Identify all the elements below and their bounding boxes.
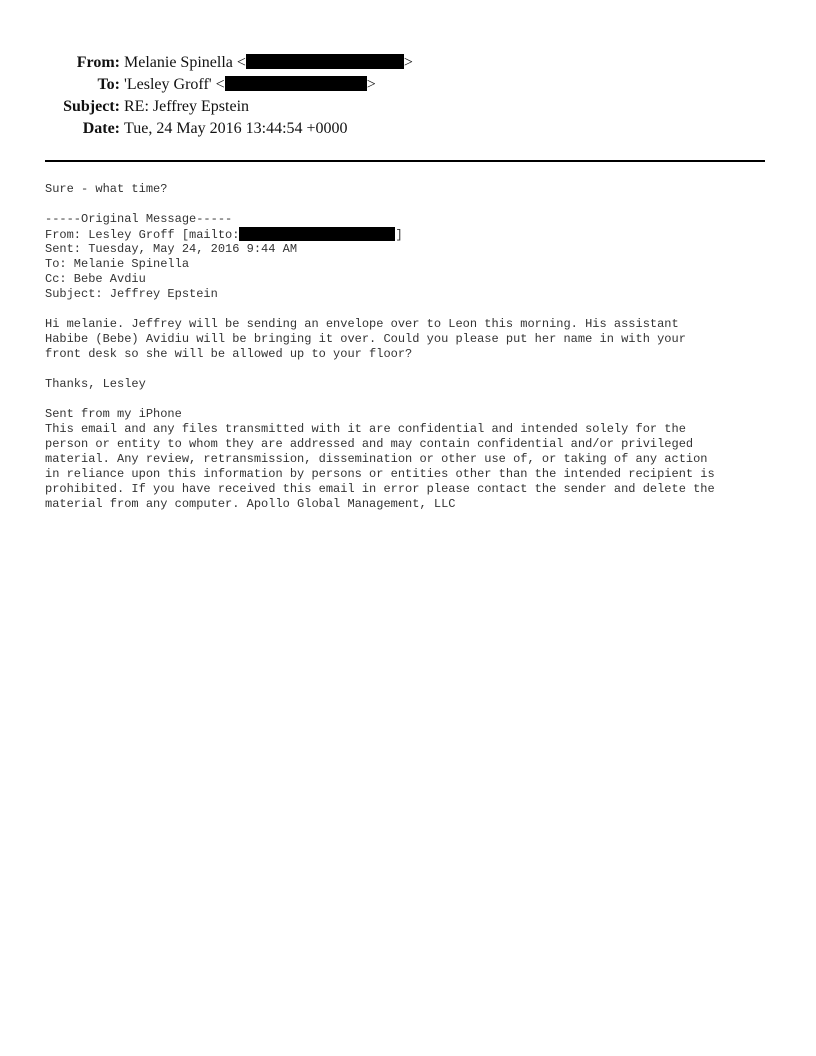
redaction-box	[225, 76, 367, 91]
message-line: front desk so she will be allowed up to your floor?	[45, 347, 413, 361]
original-cc-line: Cc: Bebe Avdiu	[45, 272, 146, 286]
subject-label: Subject:	[63, 98, 120, 115]
header-divider	[45, 160, 765, 162]
header-date-row	[0, 118, 816, 140]
date-label: Date:	[82, 120, 120, 137]
spacer	[45, 302, 775, 317]
header-from-row	[0, 52, 816, 74]
disclaimer-line: in reliance upon this information by persons or entities other than the intended recipient is	[45, 467, 715, 481]
redaction-box	[246, 54, 404, 69]
to-value	[124, 74, 376, 96]
email-header	[0, 52, 816, 140]
signoff: Thanks, Lesley	[45, 377, 146, 391]
disclaimer-line: person or entity to whom they are addressed and may contain confidential and/or privileged	[45, 437, 694, 451]
original-from-suffix: ]	[395, 228, 403, 242]
original-subject-line: Subject: Jeffrey Epstein	[45, 287, 218, 301]
from-value	[124, 52, 413, 74]
subject-value: RE: Jeffrey Epstein	[124, 98, 250, 115]
email-body	[45, 182, 775, 512]
from-label: From:	[76, 54, 120, 71]
spacer	[45, 197, 775, 212]
spacer	[45, 392, 775, 407]
to-name: 'Lesley Groff' <	[124, 76, 225, 93]
from-suffix: >	[403, 54, 413, 71]
original-message-marker: -----Original Message-----	[45, 212, 233, 226]
original-sent-line: Sent: Tuesday, May 24, 2016 9:44 AM	[45, 242, 298, 256]
disclaimer-line: material. Any review, retransmission, dissemination or other use of, or taking of any action	[45, 452, 708, 466]
header-to-row	[0, 74, 816, 96]
original-from-text: From: Lesley Groff [mailto:	[45, 228, 240, 242]
to-label: To:	[97, 76, 120, 93]
disclaimer-line: prohibited. If you have received this email in error please contact the sender and delete the	[45, 482, 715, 496]
disclaimer-line: This email and any files transmitted with it are confidential and intended solely for the	[45, 422, 686, 436]
to-suffix: >	[366, 76, 376, 93]
header-subject-row	[0, 96, 816, 118]
original-to-line: To: Melanie Spinella	[45, 257, 190, 271]
message-line: Habibe (Bebe) Avidiu will be bringing it over. Could you please put her name in with your	[45, 332, 686, 346]
date-value: Tue, 24 May 2016 13:44:54 +0000	[124, 120, 348, 137]
message-line: Hi melanie. Jeffrey will be sending an envelope over to Leon this morning. His assistant	[45, 317, 679, 331]
redaction-box	[239, 227, 395, 241]
from-name: Melanie Spinella <	[124, 54, 246, 71]
original-from-line	[45, 227, 775, 242]
reply-text: Sure - what time?	[45, 182, 168, 196]
spacer	[45, 362, 775, 377]
footer-line: Sent from my iPhone	[45, 407, 182, 421]
disclaimer-line: material from any computer. Apollo Global Management, LLC	[45, 497, 456, 511]
